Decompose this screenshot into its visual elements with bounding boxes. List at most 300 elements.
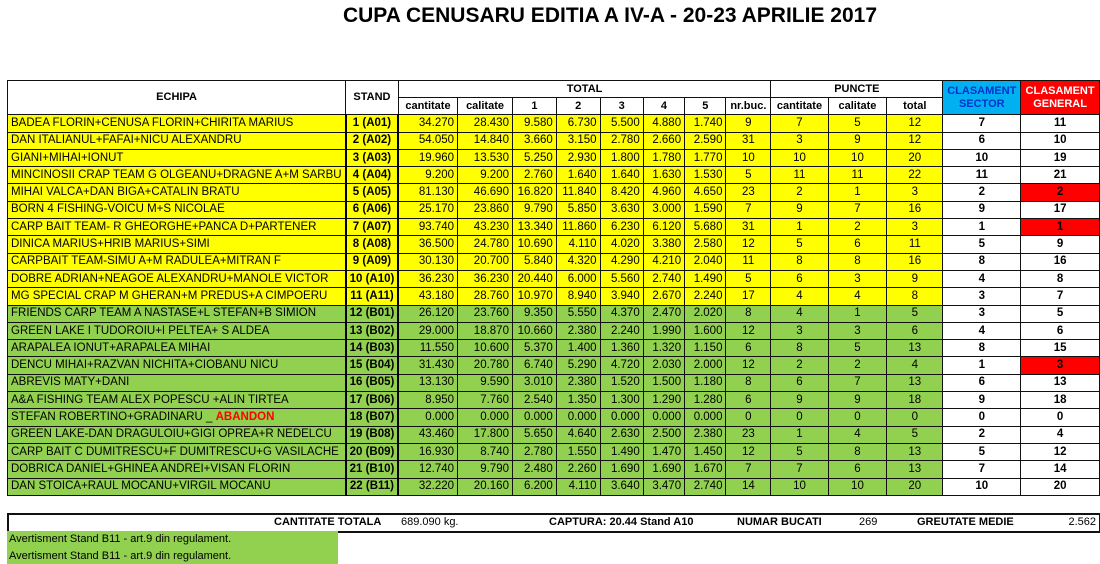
team-name-text: ABREVIS MATY+DANI [11, 376, 130, 389]
points-calitate: 2 [828, 219, 887, 236]
rank-sector: 3 [943, 305, 1021, 322]
total-5: 2.040 [685, 253, 726, 270]
total-cantitate: 12.740 [398, 461, 457, 478]
points-total: 0 [887, 409, 943, 426]
rank-sector: 4 [943, 270, 1021, 287]
total-4: 1.990 [643, 322, 684, 339]
team-name [8, 270, 346, 287]
total-4: 1.630 [643, 167, 684, 184]
team-name-text: DOBRICA DANIEL+GHINEA ANDREI+VISAN FLORIN [11, 462, 291, 475]
total-5: 2.590 [685, 132, 726, 149]
total-cantitate: 25.170 [398, 201, 457, 218]
points-calitate: 7 [828, 201, 887, 218]
rank-general: 11 [1021, 115, 1100, 132]
total-5: 1.770 [685, 149, 726, 166]
total-1: 13.340 [512, 219, 556, 236]
rank-sector: 2 [943, 184, 1021, 201]
points-calitate: 4 [828, 426, 887, 443]
total-1: 20.440 [512, 270, 556, 287]
rank-general: 6 [1021, 322, 1100, 339]
total-1: 0.000 [512, 409, 556, 426]
total-5: 1.600 [685, 322, 726, 339]
total-3: 8.420 [600, 184, 643, 201]
total-2: 11.860 [556, 219, 600, 236]
total-1: 3.660 [512, 132, 556, 149]
total-4: 0.000 [643, 409, 684, 426]
header-total-3: 2 [556, 98, 600, 115]
rank-sector: 10 [943, 149, 1021, 166]
total-5: 1.450 [685, 443, 726, 460]
total-5: 2.740 [685, 478, 726, 495]
total-nrbuc.: 31 [726, 132, 771, 149]
warnings-box [7, 531, 338, 564]
points-cantitate: 5 [771, 236, 828, 253]
total-cantitate: 31.430 [398, 357, 457, 374]
rank-sector: 8 [943, 340, 1021, 357]
total-2: 4.110 [556, 236, 600, 253]
rank-general: 5 [1021, 305, 1100, 322]
total-3: 5.500 [600, 115, 643, 132]
total-3: 0.000 [600, 409, 643, 426]
points-cantitate: 10 [771, 149, 828, 166]
total-calitate: 0.000 [458, 409, 513, 426]
summary-bar [7, 513, 1100, 533]
total-2: 3.150 [556, 132, 600, 149]
total-cantitate: 54.050 [398, 132, 457, 149]
rank-general: 7 [1021, 288, 1100, 305]
total-nrbuc.: 12 [726, 236, 771, 253]
table-row [8, 461, 1100, 478]
points-total: 20 [887, 478, 943, 495]
stand: 17 (B06) [346, 392, 399, 409]
team-name-text: CARP BAIT TEAM- R GHEORGHE+PANCA D+PARTENER [11, 220, 317, 233]
team-name [8, 357, 346, 374]
points-cantitate: 5 [771, 443, 828, 460]
team-name-text: CARP BAIT C DUMITRESCU+F DUMITRESCU+G VASILACHE [11, 445, 339, 458]
points-total: 16 [887, 253, 943, 270]
total-calitate: 10.600 [458, 340, 513, 357]
rank-sector: 6 [943, 374, 1021, 391]
rank-general: 13 [1021, 374, 1100, 391]
table-row [8, 478, 1100, 495]
total-2: 5.850 [556, 201, 600, 218]
total-1: 2.760 [512, 167, 556, 184]
table-row [8, 253, 1100, 270]
total-4: 4.960 [643, 184, 684, 201]
team-name-text: DAN ITALIANUL+FAFAI+NICU ALEXANDRU [11, 134, 242, 147]
results-table [7, 80, 1100, 496]
table-row [8, 374, 1100, 391]
total-4: 6.120 [643, 219, 684, 236]
total-1: 6.200 [512, 478, 556, 495]
total-cantitate: 30.130 [398, 253, 457, 270]
rank-general: 17 [1021, 201, 1100, 218]
warning-note: Avertisment Stand B11 - art.9 din regulament. [9, 533, 232, 545]
total-3: 1.490 [600, 443, 643, 460]
total-nrbuc.: 6 [726, 340, 771, 357]
total-5: 5.680 [685, 219, 726, 236]
team-name-text: GREEN LAKE I TUDOROIU+I PELTEA+ S ALDEA [11, 324, 270, 337]
points-total: 20 [887, 149, 943, 166]
total-4: 2.030 [643, 357, 684, 374]
total-3: 1.640 [600, 167, 643, 184]
total-calitate: 20.780 [458, 357, 513, 374]
total-1: 2.480 [512, 461, 556, 478]
header-total-2: 1 [512, 98, 556, 115]
total-nrbuc.: 23 [726, 184, 771, 201]
team-name [8, 201, 346, 218]
stand: 5 (A05) [346, 184, 399, 201]
total-3: 1.520 [600, 374, 643, 391]
total-5: 1.670 [685, 461, 726, 478]
points-calitate: 3 [828, 270, 887, 287]
total-1: 9.580 [512, 115, 556, 132]
points-calitate: 6 [828, 461, 887, 478]
total-5: 4.650 [685, 184, 726, 201]
table-row [8, 270, 1100, 287]
total-2: 5.290 [556, 357, 600, 374]
total-4: 2.470 [643, 305, 684, 322]
table-row [8, 443, 1100, 460]
total-1: 3.010 [512, 374, 556, 391]
team-name-text: DOBRE ADRIAN+NEAGOE ALEXANDRU+MANOLE VICTOR [11, 272, 329, 285]
rank-sector: 7 [943, 461, 1021, 478]
total-5: 2.020 [685, 305, 726, 322]
team-name-text: MG SPECIAL CRAP M GHERAN+M PREDUS+A CIMPOERU [11, 289, 328, 302]
team-name-text: A&A FISHING TEAM ALEX POPESCU +ALIN TIRTEA [11, 393, 289, 406]
total-calitate: 9.790 [458, 461, 513, 478]
total-4: 2.670 [643, 288, 684, 305]
rank-general: 4 [1021, 426, 1100, 443]
total-3: 3.640 [600, 478, 643, 495]
rank-general: 8 [1021, 270, 1100, 287]
points-total: 13 [887, 340, 943, 357]
stand: 7 (A07) [346, 219, 399, 236]
points-cantitate: 6 [771, 374, 828, 391]
rank-general: 2 [1021, 184, 1100, 201]
total-nrbuc.: 6 [726, 392, 771, 409]
total-4: 2.740 [643, 270, 684, 287]
stand: 9 (A09) [346, 253, 399, 270]
total-3: 4.720 [600, 357, 643, 374]
team-name-text: GREEN LAKE-DAN DRAGULOIU+GIGI OPREA+R NEDELCU [11, 428, 332, 441]
total-5: 1.590 [685, 201, 726, 218]
rank-sector: 1 [943, 219, 1021, 236]
table-row [8, 392, 1100, 409]
total-3: 4.290 [600, 253, 643, 270]
table-row [8, 149, 1100, 166]
points-calitate: 7 [828, 374, 887, 391]
points-total: 5 [887, 426, 943, 443]
total-5: 1.180 [685, 374, 726, 391]
total-4: 1.290 [643, 392, 684, 409]
total-2: 2.380 [556, 374, 600, 391]
rank-sector: 2 [943, 426, 1021, 443]
total-1: 5.370 [512, 340, 556, 357]
points-cantitate: 8 [771, 253, 828, 270]
total-cantitate: 19.960 [398, 149, 457, 166]
rank-general: 12 [1021, 443, 1100, 460]
total-2: 11.840 [556, 184, 600, 201]
team-name [8, 149, 346, 166]
total-nrbuc.: 17 [726, 288, 771, 305]
average-weight-value: 2.562 [1068, 516, 1096, 528]
points-cantitate: 9 [771, 392, 828, 409]
table-row [8, 357, 1100, 374]
header-total-1: calitate [458, 98, 513, 115]
rank-sector: 9 [943, 392, 1021, 409]
points-cantitate: 1 [771, 219, 828, 236]
header-total-6: 5 [685, 98, 726, 115]
points-calitate: 5 [828, 115, 887, 132]
total-cantitate: 34.270 [398, 115, 457, 132]
total-2: 1.400 [556, 340, 600, 357]
total-1: 2.780 [512, 443, 556, 460]
table-row [8, 184, 1100, 201]
header-total-7: nr.buc. [726, 98, 771, 115]
rank-sector: 8 [943, 253, 1021, 270]
stand: 22 (B11) [346, 478, 399, 495]
header-total: TOTAL [398, 81, 770, 98]
points-total: 8 [887, 288, 943, 305]
total-4: 1.500 [643, 374, 684, 391]
points-cantitate: 6 [771, 270, 828, 287]
team-name [8, 340, 346, 357]
total-calitate: 46.690 [458, 184, 513, 201]
total-2: 2.380 [556, 322, 600, 339]
points-calitate: 10 [828, 149, 887, 166]
warning-note: Avertisment Stand B11 - art.9 din regulament. [9, 549, 232, 562]
total-1: 5.650 [512, 426, 556, 443]
stand: 21 (B10) [346, 461, 399, 478]
total-5: 2.240 [685, 288, 726, 305]
team-name-text: CARPBAIT TEAM-SIMU A+M RADULEA+MITRAN F [11, 255, 281, 268]
points-calitate: 1 [828, 184, 887, 201]
team-name-text: DENCU MIHAI+RAZVAN NICHITA+CIOBANU NICU [11, 359, 279, 372]
points-cantitate: 11 [771, 167, 828, 184]
team-name-text: BORN 4 FISHING-VOICU M+S NICOLAE [11, 203, 225, 216]
total-calitate: 7.760 [458, 392, 513, 409]
team-name [8, 409, 346, 426]
points-total: 5 [887, 305, 943, 322]
team-name-text: MINCINOSII CRAP TEAM G OLGEANU+DRAGNE A+M SARBU [11, 168, 342, 181]
rank-sector: 5 [943, 236, 1021, 253]
points-total: 13 [887, 461, 943, 478]
points-cantitate: 2 [771, 184, 828, 201]
total-calitate: 14.840 [458, 132, 513, 149]
total-5: 2.000 [685, 357, 726, 374]
table-row [8, 340, 1100, 357]
rank-general: 15 [1021, 340, 1100, 357]
team-name [8, 167, 346, 184]
table-row [8, 219, 1100, 236]
total-3: 6.230 [600, 219, 643, 236]
total-4: 1.470 [643, 443, 684, 460]
total-3: 4.020 [600, 236, 643, 253]
table-row [8, 426, 1100, 443]
stand: 11 (A11) [346, 288, 399, 305]
total-4: 3.000 [643, 201, 684, 218]
total-2: 6.730 [556, 115, 600, 132]
table-row [8, 305, 1100, 322]
total-4: 1.320 [643, 340, 684, 357]
team-name-text: ARAPALEA IONUT+ARAPALEA MIHAI [11, 341, 211, 354]
total-1: 9.350 [512, 305, 556, 322]
total-1: 10.690 [512, 236, 556, 253]
stand: 1 (A01) [346, 115, 399, 132]
header-stand: STAND [346, 81, 399, 115]
total-quantity-label: CANTITATE TOTALA [274, 516, 382, 528]
total-2: 1.350 [556, 392, 600, 409]
header-puncte-0: cantitate [771, 98, 828, 115]
points-total: 12 [887, 132, 943, 149]
points-cantitate: 4 [771, 305, 828, 322]
total-calitate: 43.230 [458, 219, 513, 236]
total-nrbuc.: 12 [726, 357, 771, 374]
points-calitate: 8 [828, 253, 887, 270]
team-name [8, 253, 346, 270]
average-weight-label: GREUTATE MEDIE [917, 516, 1014, 528]
rank-general: 10 [1021, 132, 1100, 149]
rank-sector: 6 [943, 132, 1021, 149]
team-name-text: DAN STOICA+RAUL MOCANU+VIRGIL MOCANU [11, 480, 271, 493]
stand: 15 (B04) [346, 357, 399, 374]
total-calitate: 28.760 [458, 288, 513, 305]
total-3: 2.240 [600, 322, 643, 339]
rank-general: 9 [1021, 236, 1100, 253]
table-row [8, 236, 1100, 253]
team-name [8, 288, 346, 305]
pieces-label: NUMAR BUCATI [737, 516, 822, 528]
total-4: 3.470 [643, 478, 684, 495]
table-row [8, 167, 1100, 184]
total-nrbuc.: 7 [726, 201, 771, 218]
points-cantitate: 8 [771, 340, 828, 357]
header-echipa: ECHIPA [8, 81, 346, 115]
points-cantitate: 7 [771, 461, 828, 478]
total-nrbuc.: 8 [726, 305, 771, 322]
total-2: 4.320 [556, 253, 600, 270]
total-nrbuc.: 5 [726, 270, 771, 287]
points-calitate: 0 [828, 409, 887, 426]
total-cantitate: 9.200 [398, 167, 457, 184]
stand: 20 (B09) [346, 443, 399, 460]
stand: 2 (A02) [346, 132, 399, 149]
team-name [8, 374, 346, 391]
total-cantitate: 13.130 [398, 374, 457, 391]
total-4: 1.690 [643, 461, 684, 478]
rank-sector: 9 [943, 201, 1021, 218]
rank-general: 18 [1021, 392, 1100, 409]
stand: 8 (A08) [346, 236, 399, 253]
team-name [8, 184, 346, 201]
total-calitate: 8.740 [458, 443, 513, 460]
team-name [8, 305, 346, 322]
table-row [8, 115, 1100, 132]
stand: 10 (A10) [346, 270, 399, 287]
total-cantitate: 0.000 [398, 409, 457, 426]
team-name [8, 443, 346, 460]
total-3: 5.560 [600, 270, 643, 287]
points-cantitate: 2 [771, 357, 828, 374]
total-nrbuc.: 8 [726, 374, 771, 391]
points-calitate: 2 [828, 357, 887, 374]
points-cantitate: 3 [771, 132, 828, 149]
points-total: 22 [887, 167, 943, 184]
total-nrbuc.: 11 [726, 253, 771, 270]
team-name-text: DINICA MARIUS+HRIB MARIUS+SIMI [11, 238, 210, 251]
stand: 13 (B02) [346, 322, 399, 339]
header-puncte-2: total [887, 98, 943, 115]
total-4: 2.660 [643, 132, 684, 149]
rank-general: 3 [1021, 357, 1100, 374]
total-quantity-value: 689.090 kg. [401, 516, 459, 528]
total-cantitate: 8.950 [398, 392, 457, 409]
total-nrbuc.: 12 [726, 443, 771, 460]
total-2: 6.000 [556, 270, 600, 287]
total-nrbuc.: 12 [726, 322, 771, 339]
total-5: 1.740 [685, 115, 726, 132]
total-1: 6.740 [512, 357, 556, 374]
points-total: 13 [887, 374, 943, 391]
team-name [8, 132, 346, 149]
points-calitate: 10 [828, 478, 887, 495]
points-cantitate: 7 [771, 115, 828, 132]
rank-sector: 7 [943, 115, 1021, 132]
stand: 4 (A04) [346, 167, 399, 184]
team-name [8, 461, 346, 478]
total-3: 2.780 [600, 132, 643, 149]
total-4: 3.380 [643, 236, 684, 253]
total-cantitate: 26.120 [398, 305, 457, 322]
rank-general: 14 [1021, 461, 1100, 478]
total-cantitate: 43.180 [398, 288, 457, 305]
points-calitate: 9 [828, 132, 887, 149]
stand: 16 (B05) [346, 374, 399, 391]
team-name [8, 478, 346, 495]
total-cantitate: 93.740 [398, 219, 457, 236]
total-3: 1.360 [600, 340, 643, 357]
total-calitate: 20.160 [458, 478, 513, 495]
capture-record: CAPTURA: 20.44 Stand A10 [549, 516, 694, 528]
total-cantitate: 43.460 [398, 426, 457, 443]
points-total: 3 [887, 219, 943, 236]
total-1: 9.790 [512, 201, 556, 218]
total-nrbuc.: 0 [726, 409, 771, 426]
table-row [8, 409, 1100, 426]
total-2: 4.640 [556, 426, 600, 443]
total-calitate: 23.760 [458, 305, 513, 322]
rank-sector: 10 [943, 478, 1021, 495]
total-2: 1.640 [556, 167, 600, 184]
abandon-label: ABANDON [215, 410, 275, 423]
total-1: 10.970 [512, 288, 556, 305]
header-puncte-1: calitate [828, 98, 887, 115]
total-cantitate: 32.220 [398, 478, 457, 495]
total-3: 3.940 [600, 288, 643, 305]
total-5: 0.000 [685, 409, 726, 426]
stand: 19 (B08) [346, 426, 399, 443]
total-cantitate: 29.000 [398, 322, 457, 339]
stand: 12 (B01) [346, 305, 399, 322]
rank-sector: 1 [943, 357, 1021, 374]
team-name-text: FRIENDS CARP TEAM A NASTASE+L STEFAN+B SIMION [11, 307, 317, 320]
total-4: 2.500 [643, 426, 684, 443]
rank-sector: 5 [943, 443, 1021, 460]
points-calitate: 1 [828, 305, 887, 322]
rank-sector: 4 [943, 322, 1021, 339]
points-total: 9 [887, 270, 943, 287]
